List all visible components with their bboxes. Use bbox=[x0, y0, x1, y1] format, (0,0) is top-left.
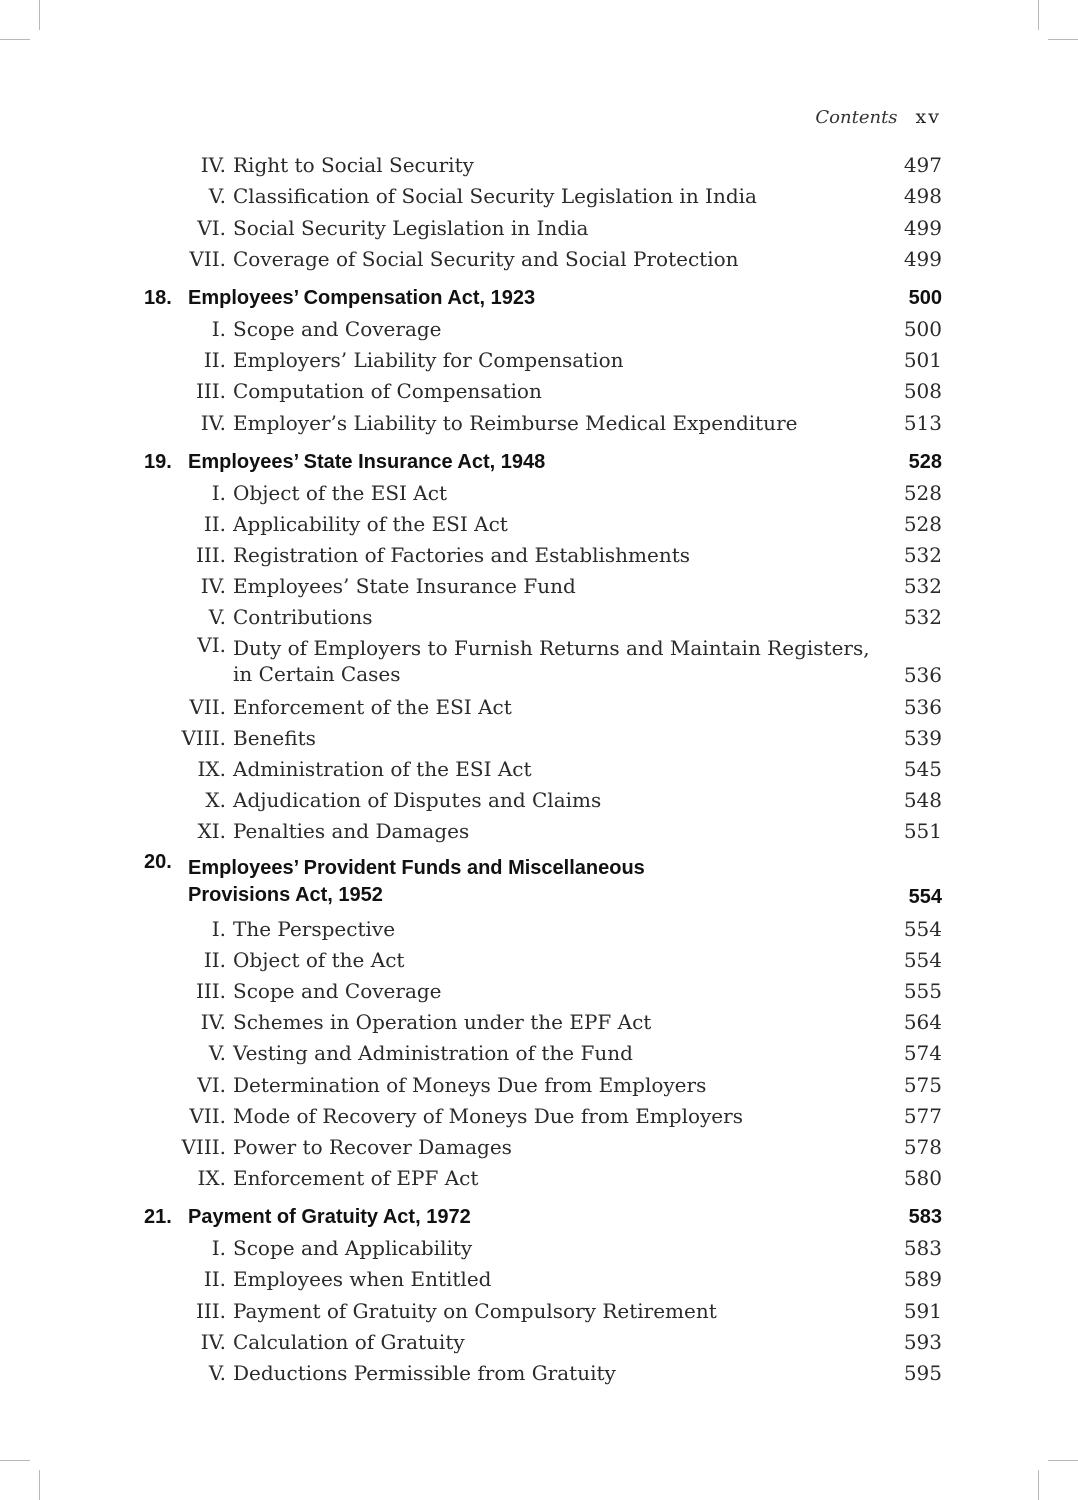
section-title: Calculation of Gratuity bbox=[233, 1329, 465, 1354]
toc-section-row[interactable] bbox=[140, 1260, 942, 1291]
section-title: Employer’s Liability to Reimburse Medical Expenditure bbox=[233, 410, 798, 435]
section-number: II. bbox=[203, 511, 226, 536]
section-page: 539 bbox=[903, 725, 942, 750]
crop-mark-top-right-h bbox=[1048, 39, 1078, 40]
toc-section-row[interactable] bbox=[140, 567, 942, 598]
section-page: 532 bbox=[903, 543, 942, 568]
crop-mark-top-right-v bbox=[1038, 0, 1039, 30]
table-of-contents bbox=[140, 146, 942, 1385]
section-title: The Perspective bbox=[233, 916, 396, 941]
toc-section-row[interactable] bbox=[140, 1128, 942, 1159]
section-page: 508 bbox=[903, 379, 942, 404]
section-title: Administration of the ESI Act bbox=[233, 757, 532, 781]
section-number: X. bbox=[205, 788, 226, 813]
crop-mark-top-left-v bbox=[39, 0, 40, 30]
section-number: I. bbox=[211, 480, 226, 505]
toc-chapter-20[interactable] bbox=[140, 843, 942, 909]
section-number: IV. bbox=[200, 1329, 226, 1354]
toc-section-row[interactable] bbox=[140, 372, 942, 403]
toc-chapter-18[interactable] bbox=[140, 271, 942, 310]
toc-section-row[interactable] bbox=[140, 146, 942, 177]
chapter-title: Employees’ Compensation Act, 1923 bbox=[188, 286, 536, 309]
chapter-number: 18. bbox=[144, 286, 172, 309]
section-page: 498 bbox=[903, 184, 942, 209]
chapter-title-line1: Employees’ Provident Funds and Miscellaneous bbox=[188, 857, 645, 880]
toc-section-row[interactable] bbox=[140, 1159, 942, 1190]
section-page: 532 bbox=[903, 574, 942, 599]
section-title: Benefits bbox=[233, 725, 316, 750]
chapter-number: 21. bbox=[144, 1206, 172, 1229]
section-number: V. bbox=[208, 184, 226, 209]
section-number: II. bbox=[203, 348, 226, 373]
chapter-title: Employees’ State Insurance Act, 1948 bbox=[188, 450, 546, 473]
section-title: Enforcement of EPF Act bbox=[233, 1166, 479, 1191]
section-number: III. bbox=[195, 379, 226, 404]
section-title: Employees when Entitled bbox=[233, 1267, 492, 1292]
toc-section-row[interactable] bbox=[140, 1323, 942, 1354]
toc-section-row[interactable] bbox=[140, 781, 942, 812]
section-number: VIII. bbox=[181, 725, 226, 750]
toc-section-row[interactable] bbox=[140, 598, 942, 629]
chapter-page: 500 bbox=[908, 286, 942, 309]
section-page: 593 bbox=[903, 1329, 942, 1354]
section-page: 513 bbox=[903, 410, 942, 435]
section-number: VI. bbox=[197, 1072, 226, 1097]
section-page: 595 bbox=[903, 1361, 942, 1385]
section-title: Deductions Permissible from Gratuity bbox=[233, 1361, 616, 1385]
toc-section-row[interactable] bbox=[140, 536, 942, 567]
running-header bbox=[815, 106, 941, 134]
toc-section-row[interactable] bbox=[140, 750, 942, 781]
section-page: 554 bbox=[903, 947, 942, 972]
toc-section-row[interactable] bbox=[140, 941, 942, 972]
toc-section-row[interactable] bbox=[140, 1003, 942, 1034]
toc-section-row[interactable] bbox=[140, 687, 942, 718]
section-title: Penalties and Damages bbox=[233, 819, 470, 844]
section-number: III. bbox=[195, 1298, 226, 1323]
section-page: 548 bbox=[903, 788, 942, 813]
toc-section-row[interactable] bbox=[140, 909, 942, 940]
section-number: IX. bbox=[197, 1166, 226, 1191]
section-page: 583 bbox=[903, 1236, 942, 1261]
section-title-line1: Duty of Employers to Furnish Returns and Maintain Registers, bbox=[233, 636, 870, 661]
toc-section-row[interactable] bbox=[140, 177, 942, 208]
section-page: 574 bbox=[903, 1041, 942, 1066]
section-page: 528 bbox=[903, 511, 942, 536]
chapter-title-line2: Provisions Act, 1952 bbox=[188, 884, 383, 907]
crop-mark-bottom-left-v bbox=[39, 1470, 40, 1500]
section-number: IX. bbox=[197, 757, 226, 781]
section-page: 536 bbox=[903, 694, 942, 719]
section-title: Object of the ESI Act bbox=[233, 480, 447, 505]
section-number: VIII. bbox=[181, 1134, 226, 1159]
chapter-title: Payment of Gratuity Act, 1972 bbox=[188, 1206, 471, 1229]
toc-section-row[interactable] bbox=[140, 1354, 942, 1385]
section-number: VII. bbox=[189, 1103, 226, 1128]
section-number: I. bbox=[211, 1236, 226, 1261]
toc-section-row[interactable] bbox=[140, 1229, 942, 1260]
section-page: 577 bbox=[903, 1103, 942, 1128]
section-number: IV. bbox=[200, 153, 226, 178]
section-title: Adjudication of Disputes and Claims bbox=[233, 788, 602, 813]
section-page: 551 bbox=[903, 819, 942, 844]
section-page: 501 bbox=[903, 348, 942, 373]
section-number: III. bbox=[195, 543, 226, 568]
section-title: Employers’ Liability for Compensation bbox=[233, 348, 624, 373]
section-page: 497 bbox=[903, 153, 942, 178]
section-number: XI. bbox=[197, 819, 226, 844]
toc-section-row[interactable] bbox=[140, 719, 942, 750]
section-page: 578 bbox=[903, 1134, 942, 1159]
section-title: Determination of Moneys Due from Employers bbox=[233, 1072, 707, 1097]
toc-section-row[interactable] bbox=[140, 208, 942, 239]
section-title bbox=[226, 635, 882, 687]
section-page: 499 bbox=[903, 246, 942, 271]
section-title: Classification of Social Security Legislation in India bbox=[233, 184, 757, 209]
section-page: 589 bbox=[903, 1267, 942, 1292]
toc-section-row[interactable] bbox=[140, 505, 942, 536]
section-page: 580 bbox=[903, 1166, 942, 1191]
section-page: 500 bbox=[903, 316, 942, 341]
section-title: Schemes in Operation under the EPF Act bbox=[233, 1010, 652, 1035]
toc-section-row[interactable] bbox=[140, 240, 942, 271]
section-page: 545 bbox=[903, 757, 942, 781]
chapter-page: 528 bbox=[908, 450, 942, 473]
toc-section-row[interactable] bbox=[140, 403, 942, 434]
section-title: Payment of Gratuity on Compulsory Retirement bbox=[233, 1298, 717, 1323]
section-page: 575 bbox=[903, 1072, 942, 1097]
toc-section-row[interactable] bbox=[140, 341, 942, 372]
section-number: VII. bbox=[189, 694, 226, 719]
section-number: IV. bbox=[200, 410, 226, 435]
section-title: Scope and Applicability bbox=[233, 1236, 473, 1261]
section-title: Applicability of the ESI Act bbox=[233, 511, 508, 536]
running-title: Contents bbox=[815, 107, 898, 128]
section-number: VI. bbox=[197, 215, 226, 240]
section-number: IV. bbox=[200, 1010, 226, 1035]
section-title: Object of the Act bbox=[233, 947, 405, 972]
toc-section-row[interactable] bbox=[140, 474, 942, 505]
section-number: IV. bbox=[200, 574, 226, 599]
section-number: III. bbox=[195, 978, 226, 1003]
section-page: 564 bbox=[903, 1010, 942, 1035]
section-title-line2: in Certain Cases bbox=[233, 662, 401, 687]
crop-mark-bottom-left-h bbox=[0, 1460, 30, 1461]
toc-section-row[interactable] bbox=[140, 1291, 942, 1322]
section-page: 499 bbox=[903, 215, 942, 240]
chapter-page: 554 bbox=[908, 886, 942, 909]
section-page: 591 bbox=[903, 1298, 942, 1323]
section-number: I. bbox=[211, 316, 226, 341]
section-page: 528 bbox=[903, 480, 942, 505]
crop-mark-bottom-right-v bbox=[1038, 1470, 1039, 1500]
crop-mark-bottom-right-h bbox=[1048, 1460, 1078, 1461]
section-title: Coverage of Social Security and Social Protection bbox=[233, 246, 739, 271]
toc-section-row[interactable] bbox=[140, 1034, 942, 1065]
section-title: Right to Social Security bbox=[233, 153, 474, 178]
toc-section-row[interactable] bbox=[140, 310, 942, 341]
toc-section-row[interactable] bbox=[140, 812, 942, 843]
chapter-page: 583 bbox=[908, 1206, 942, 1229]
crop-mark-top-left-h bbox=[0, 39, 30, 40]
section-page: 554 bbox=[903, 916, 942, 941]
page-number: xv bbox=[915, 106, 941, 128]
section-title: Enforcement of the ESI Act bbox=[233, 694, 512, 719]
section-number: I. bbox=[211, 916, 226, 941]
section-number: VI. bbox=[197, 633, 226, 658]
section-title: Registration of Factories and Establishments bbox=[233, 543, 691, 568]
section-title: Vesting and Administration of the Fund bbox=[233, 1041, 633, 1066]
section-title: Computation of Compensation bbox=[233, 379, 542, 404]
chapter-number: 20. bbox=[144, 851, 172, 874]
section-title: Scope and Coverage bbox=[233, 978, 442, 1003]
section-number: V. bbox=[208, 605, 226, 630]
section-title: Power to Recover Damages bbox=[233, 1134, 512, 1159]
toc-chapter-19[interactable] bbox=[140, 435, 942, 474]
toc-section-row[interactable] bbox=[140, 629, 942, 687]
section-title: Employees’ State Insurance Fund bbox=[233, 574, 576, 599]
section-page: 532 bbox=[903, 605, 942, 630]
chapter-title bbox=[188, 855, 882, 909]
toc-chapter-21[interactable] bbox=[140, 1190, 942, 1229]
section-number: VII. bbox=[189, 246, 226, 271]
section-page: 536 bbox=[903, 663, 942, 688]
toc-section-row[interactable] bbox=[140, 1097, 942, 1128]
toc-section-row[interactable] bbox=[140, 1065, 942, 1096]
section-page: 555 bbox=[903, 978, 942, 1003]
toc-section-row[interactable] bbox=[140, 972, 942, 1003]
section-title: Mode of Recovery of Moneys Due from Employers bbox=[233, 1103, 743, 1128]
section-title: Scope and Coverage bbox=[233, 316, 442, 341]
section-number: V. bbox=[208, 1041, 226, 1066]
section-number: II. bbox=[203, 947, 226, 972]
section-title: Social Security Legislation in India bbox=[233, 215, 589, 240]
section-number: V. bbox=[208, 1361, 226, 1385]
section-title: Contributions bbox=[233, 605, 373, 630]
chapter-number: 19. bbox=[144, 450, 172, 473]
section-number: II. bbox=[203, 1267, 226, 1292]
